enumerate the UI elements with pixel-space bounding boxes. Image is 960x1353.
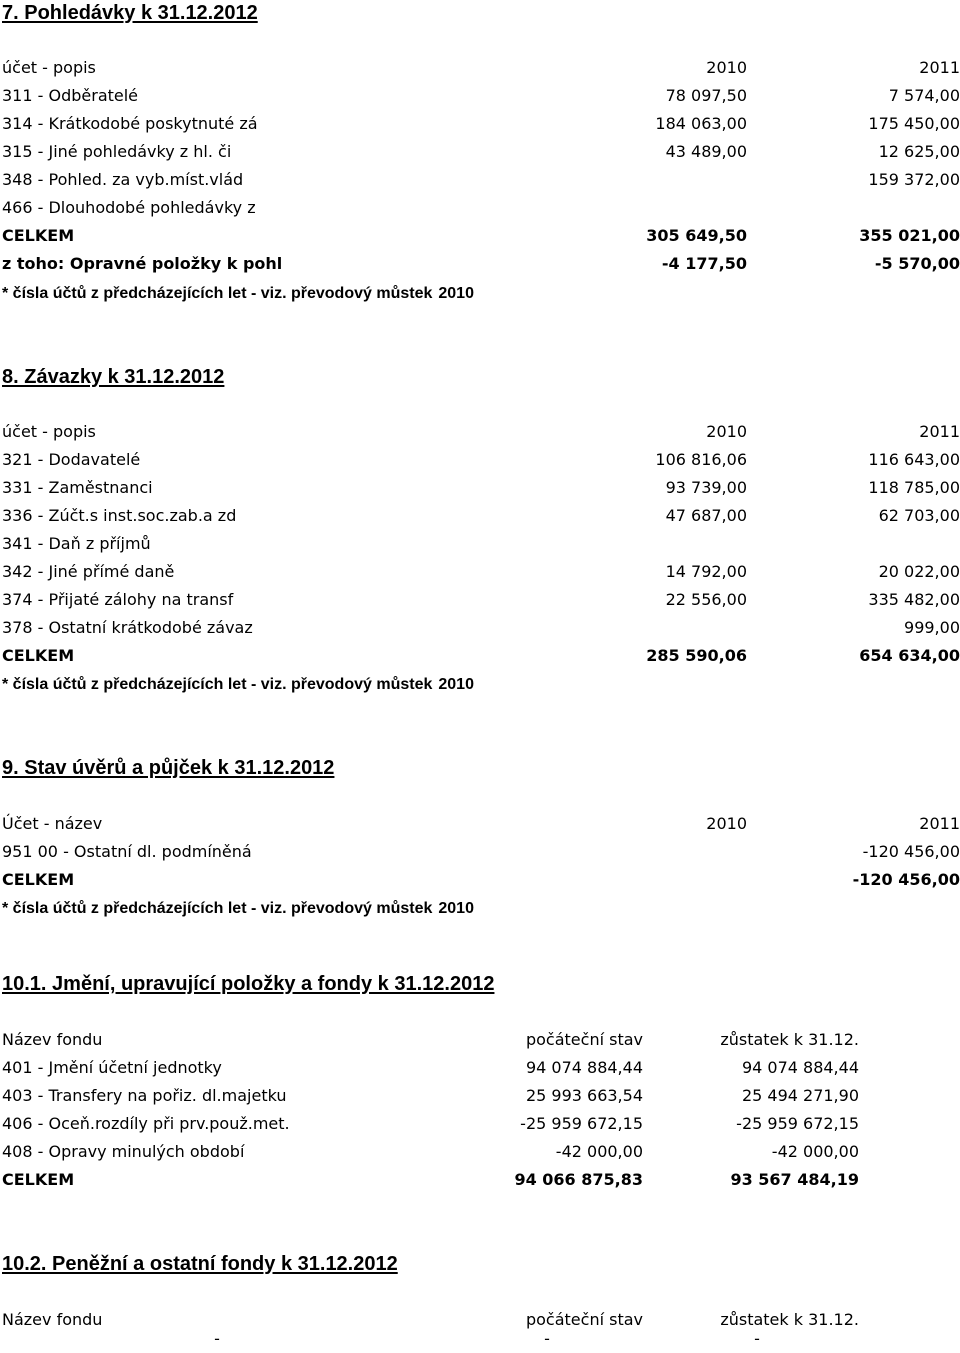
account-label: 311 - Odběratelé [2,86,139,105]
correction-2010: -4 177,50 [661,254,747,273]
balance-value: 94 074 884,44 [741,1058,859,1077]
account-label: 466 - Dlouhodobé pohledávky z [2,198,256,217]
section-7-title: 7. Pohledávky k 31.12.2012 [2,2,258,24]
footnote-text: * čísla účtů z předcházejících let - viz. převodový můstek [2,285,433,302]
table-row [2,82,960,110]
value-2010: 43 489,00 [665,142,747,161]
account-label: 321 - Dodavatelé [2,450,141,469]
table-row [2,474,960,502]
s8-header-2011: 2011 [919,422,960,441]
account-label: 336 - Zúčt.s inst.soc.zab.a zd [2,506,237,525]
s102-header-start: počáteční stav [525,1310,643,1329]
value-2010: 184 063,00 [655,114,747,133]
value-2010: 14 792,00 [665,562,747,581]
dash-cell: - [754,1329,760,1348]
s8-header-row [2,418,960,446]
value-2010: 47 687,00 [665,506,747,525]
total-label: CELKEM [2,870,75,889]
s7-header-row [2,54,960,82]
account-label: 951 00 - Ostatní dl. podmíněná [2,842,252,861]
balance-value: -25 959 672,15 [736,1114,859,1133]
account-label: 348 - Pohled. za vyb.míst.vlád [2,170,244,189]
total-label: CELKEM [2,1170,75,1189]
value-2010: 106 816,06 [655,450,747,469]
section-10-1-title: 10.1. Jmění, upravující položky a fondy k 31.12.2012 [2,973,495,995]
table-row [2,614,960,642]
dash-cell: - [214,1329,220,1348]
account-label: 341 - Daň z příjmů [2,534,151,553]
table-row [2,1110,960,1138]
total-row [2,1166,960,1194]
value-2010: 78 097,50 [665,86,747,105]
account-label: 374 - Přijaté zálohy na transf [2,590,234,609]
table-row [2,838,960,866]
start-value: 25 993 663,54 [525,1086,643,1105]
total-2011: 654 634,00 [859,646,960,665]
section-8-title: 8. Závazky k 31.12.2012 [2,366,225,388]
fund-label: 403 - Transfery na pořiz. dl.majetku [2,1086,287,1105]
s7-header-2010: 2010 [706,58,747,77]
section-10-2-title: 10.2. Peněžní a ostatní fondy k 31.12.2012 [2,1253,398,1275]
fund-label: 406 - Oceň.rozdíly při prv.použ.met. [2,1114,290,1133]
footnote-year: 2010 [438,285,474,302]
table-row [2,446,960,474]
s7-header-label: účet - popis [2,58,96,77]
value-2011: -120 456,00 [862,842,960,861]
total-2010: 285 590,06 [646,646,747,665]
footnote [2,285,474,303]
balance-value: -42 000,00 [771,1142,859,1161]
table-row [2,1054,960,1082]
total-row [2,642,960,670]
s102-header-balance: zůstatek k 31.12. [720,1310,859,1329]
value-2011: 116 643,00 [868,450,960,469]
s9-header-2011: 2011 [919,814,960,833]
table-row [2,530,960,558]
correction-2011: -5 570,00 [874,254,960,273]
value-2011: 999,00 [904,618,960,637]
s101-header-balance: zůstatek k 31.12. [720,1030,859,1049]
value-2011: 175 450,00 [868,114,960,133]
table-row [2,1082,960,1110]
s7-header-2011: 2011 [919,58,960,77]
total-2011: 355 021,00 [859,226,960,245]
account-label: 315 - Jiné pohledávky z hl. či [2,142,232,161]
s101-header-label: Název fondu [2,1030,103,1049]
total-start: 94 066 875,83 [514,1170,643,1189]
start-value: -42 000,00 [555,1142,643,1161]
value-2011: 7 574,00 [888,86,960,105]
start-value: -25 959 672,15 [520,1114,643,1133]
fund-label: 401 - Jmění účetní jednotky [2,1058,222,1077]
total-label: CELKEM [2,646,75,665]
footnote-year: 2010 [438,900,474,917]
total-2011: -120 456,00 [852,870,960,889]
total-balance: 93 567 484,19 [730,1170,859,1189]
total-row [2,222,960,250]
value-2011: 159 372,00 [868,170,960,189]
balance-value: 25 494 271,90 [741,1086,859,1105]
fund-label: 408 - Opravy minulých období [2,1142,245,1161]
footnote-text: * čísla účtů z předcházejících let - viz. převodový můstek [2,900,433,917]
footnote-year: 2010 [438,676,474,693]
footnote [2,676,474,694]
table-row [2,1138,960,1166]
table-row [2,110,960,138]
value-2011: 118 785,00 [868,478,960,497]
section-9-title: 9. Stav úvěrů a půjček k 31.12.2012 [2,757,335,779]
footnote [2,900,474,918]
account-label: 378 - Ostatní krátkodobé závaz [2,618,253,637]
start-value: 94 074 884,44 [525,1058,643,1077]
s101-header-start: počáteční stav [525,1030,643,1049]
correction-row [2,250,960,278]
s102-header-label: Název fondu [2,1310,103,1329]
table-row [2,138,960,166]
correction-label: z toho: Opravné položky k pohl [2,254,283,273]
dash-cell: - [544,1329,550,1348]
table-row [2,502,960,530]
s8-header-label: účet - popis [2,422,96,441]
footnote-text: * čísla účtů z předcházejících let - viz. převodový můstek [2,676,433,693]
value-2011: 12 625,00 [878,142,960,161]
value-2011: 20 022,00 [878,562,960,581]
table-row [2,558,960,586]
s101-header-row [2,1026,960,1054]
account-label: 331 - Zaměstnanci [2,478,153,497]
s8-header-2010: 2010 [706,422,747,441]
table-row [2,194,960,222]
value-2011: 62 703,00 [878,506,960,525]
dash-row [2,1325,960,1353]
s9-header-2010: 2010 [706,814,747,833]
table-row [2,586,960,614]
account-label: 314 - Krátkodobé poskytnuté zá [2,114,258,133]
value-2011: 335 482,00 [868,590,960,609]
total-row [2,866,960,894]
s9-header-row [2,810,960,838]
value-2010: 93 739,00 [665,478,747,497]
total-2010: 305 649,50 [646,226,747,245]
table-row [2,166,960,194]
account-label: 342 - Jiné přímé daně [2,562,175,581]
total-label: CELKEM [2,226,75,245]
value-2010: 22 556,00 [665,590,747,609]
s9-header-label: Účet - název [2,814,103,833]
